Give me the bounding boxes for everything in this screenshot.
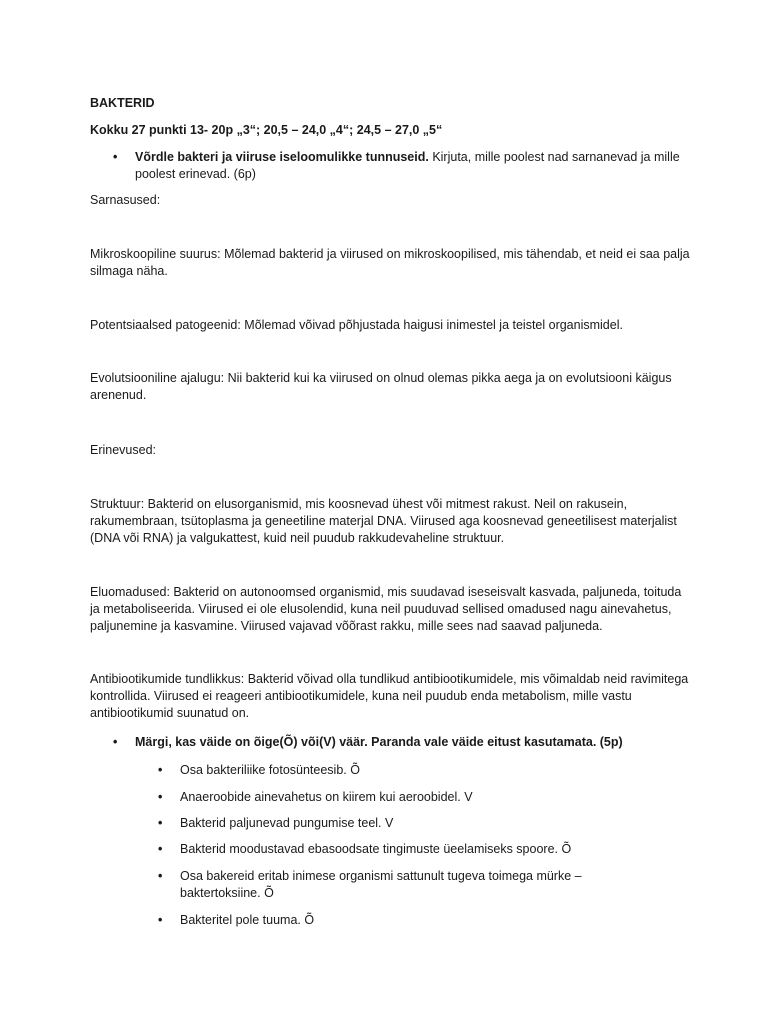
similarity-item: Evolutsiooniline ajalugu: Nii bakterid kui ka viirused on olnud olemas pikka aega ja on evolutsiooni käigus arenenud. — [90, 371, 672, 402]
bullet-icon: • — [158, 790, 163, 804]
task-1-bold: Võrdle bakteri ja viiruse iseloomulikke tunnuseid. — [135, 150, 429, 164]
statement-item — [158, 841, 640, 858]
similarity-item: Mikroskoopiline suurus: Mõlemad bakterid ja viirused on mikroskoopilised, mis tähendab, et neid ei saa palja silmaga näha. — [90, 247, 690, 278]
scoring-line: Kokku 27 punkti 13- 20p „3“; 20,5 – 24,0 „4“; 24,5 – 27,0 „5“ — [90, 123, 443, 137]
statement-item — [158, 762, 640, 779]
bullet-icon: • — [158, 763, 163, 777]
task-2-text: Märgi, kas väide on õige(Õ) või(V) väär. Paranda vale väide eitust kasutamata. (5p) — [135, 735, 623, 749]
bullet-icon: • — [158, 869, 163, 883]
statement-text: Anaeroobide ainevahetus on kiirem kui aeroobidel. V — [180, 790, 473, 804]
statement-item — [158, 789, 640, 806]
task-1-rest: Kirjuta, mille poolest nad sarnanevad ja mille poolest erinevad. (6p) — [135, 150, 680, 181]
bullet-icon: • — [158, 842, 163, 856]
differences-heading: Erinevused: — [90, 443, 157, 457]
bullet-icon: • — [158, 816, 163, 830]
task-2 — [113, 734, 695, 751]
bullet-icon: • — [113, 150, 118, 164]
statement-item — [158, 815, 640, 832]
statement-text: Osa bakereid eritab inimese organismi sattunult tugeva toimega mürke – baktertoksiine. Õ — [180, 869, 582, 900]
difference-item: Eluomadused: Bakterid on autonoomsed organismid, mis suudavad iseseisvalt kasvada, paljuneda, toituda ja metaboliseerida. Viirused ei ole elusolendid, kuna neil puuduvad sellised omadused nagu ainevahetus, paljunemine ja kasvamine. Viirused vajavad võõrast rakku, mille sees nad saavad paljuneda. — [90, 585, 682, 633]
statement-text: Bakteritel pole tuuma. Õ — [180, 913, 315, 927]
statement-item — [158, 868, 640, 902]
task-1 — [113, 149, 695, 183]
document-title: BAKTERID — [90, 96, 155, 110]
difference-item: Struktuur: Bakterid on elusorganismid, mis koosnevad ühest või mitmest rakust. Neil on rakusein, rakumembraan, tsütoplasma ja geneetiline materjal DNA. Viirused aga koosnevad geneetilisest materjalist (DNA või RNA) ja valgukattest, kuid neil puudub rakkudevaheline struktuur. — [90, 497, 677, 545]
similarities-heading: Sarnasused: — [90, 193, 161, 207]
statement-text: Bakterid moodustavad ebasoodsate tingimuste üeelamiseks spoore. Õ — [180, 842, 572, 856]
statement-text: Osa bakteriliike fotosünteesib. Õ — [180, 763, 360, 777]
difference-item: Antibiootikumide tundlikkus: Bakterid võivad olla tundlikud antibiootikumidele, mis võimaldab neid ravimitega kontrollida. Viirused ei reageeri antibiootikumidele, kuna neil puudub enda metabolism, mille vastu antibiootikumid suunatud on. — [90, 672, 689, 720]
statement-item — [158, 912, 640, 929]
statement-text: Bakterid paljunevad pungumise teel. V — [180, 816, 394, 830]
similarity-item: Potentsiaalsed patogeenid: Mõlemad võivad põhjustada haigusi inimestel ja teistel organismidel. — [90, 318, 623, 332]
bullet-icon: • — [113, 735, 118, 749]
bullet-icon: • — [158, 913, 163, 927]
